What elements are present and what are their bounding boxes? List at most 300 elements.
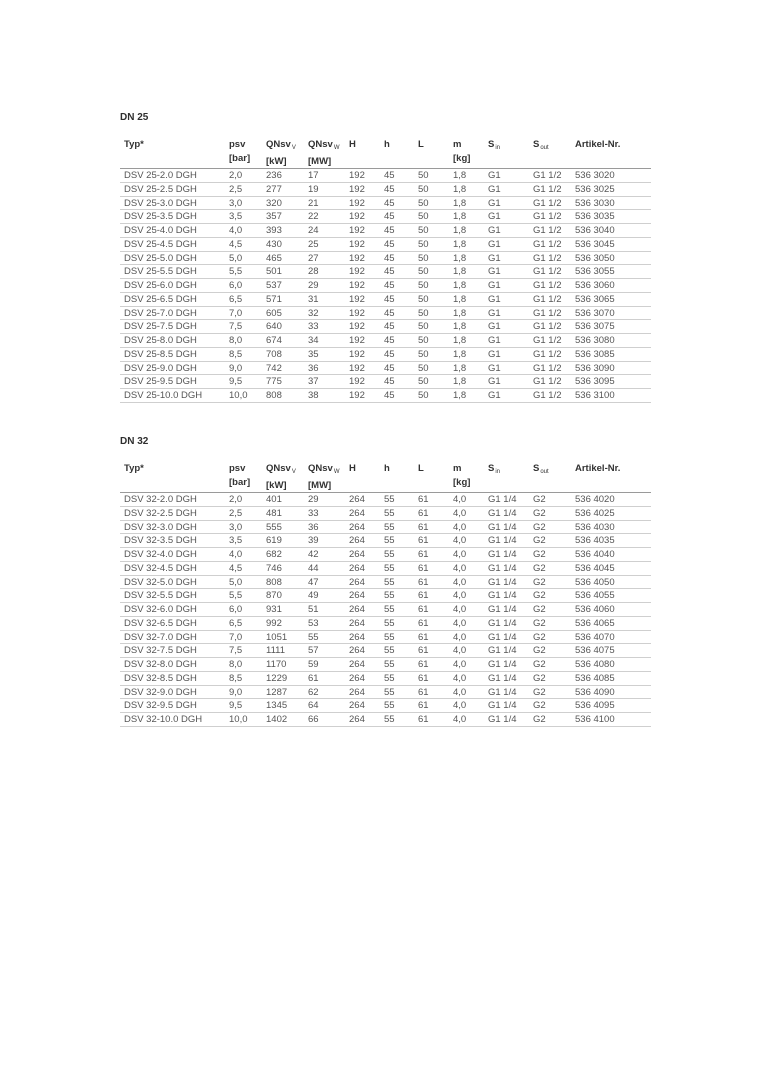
table-row (120, 713, 651, 727)
cell-psv: 7,0 (229, 631, 243, 643)
cell-qnsv-v: 605 (266, 307, 282, 319)
cell-h-upper: 192 (349, 307, 365, 319)
cell-s-out: G2 (533, 562, 546, 574)
cell-m: 1,8 (453, 348, 467, 360)
cell-h-lower: 45 (384, 390, 395, 401)
cell-m: 1,8 (453, 390, 467, 401)
table-body (120, 493, 651, 727)
cell-artikel-nr: 536 3095 (575, 376, 615, 388)
cell-qnsv-v: 931 (266, 604, 282, 615)
cell-qnsv-v: 746 (266, 562, 282, 574)
cell-h-lower: 55 (384, 645, 395, 657)
cell-h-upper: 192 (349, 280, 365, 291)
cell-artikel-nr: 536 4055 (575, 590, 615, 602)
cell-qnsv-v: 808 (266, 576, 282, 588)
table-header (120, 462, 651, 493)
cell-h-upper: 192 (349, 252, 365, 264)
cell-s-out: G2 (533, 590, 546, 602)
cell-h-lower: 55 (384, 549, 395, 560)
header-h-upper: H (349, 463, 356, 474)
cell-qnsv-w: 47 (308, 576, 319, 588)
cell-h-lower: 45 (384, 170, 395, 181)
cell-artikel-nr: 536 3085 (575, 348, 615, 360)
table-row (120, 197, 651, 211)
cell-m: 1,8 (453, 252, 467, 264)
cell-qnsv-v: 1051 (266, 631, 288, 643)
cell-typ: DSV 32-8.0 DGH (124, 659, 197, 670)
cell-h-upper: 264 (349, 590, 365, 602)
cell-qnsv-w: 24 (308, 225, 319, 236)
cell-qnsv-v: 393 (266, 225, 282, 236)
cell-qnsv-w: 62 (308, 686, 319, 698)
cell-s-in: G1 (488, 280, 501, 291)
cell-qnsv-w: 37 (308, 376, 319, 388)
cell-h-upper: 264 (349, 631, 365, 643)
cell-typ: DSV 32-6.0 DGH (124, 604, 197, 615)
cell-l: 61 (418, 494, 429, 505)
table-row (120, 534, 651, 548)
cell-m: 4,0 (453, 576, 467, 588)
cell-qnsv-w: 33 (308, 507, 319, 519)
table-row (120, 362, 651, 376)
cell-s-out: G1 1/2 (533, 362, 562, 374)
cell-s-in: G1 (488, 266, 501, 278)
cell-h-lower: 55 (384, 604, 395, 615)
table-row (120, 265, 651, 279)
cell-m: 1,8 (453, 170, 467, 181)
cell-l: 50 (418, 280, 429, 291)
cell-qnsv-w: 35 (308, 348, 319, 360)
cell-h-upper: 192 (349, 170, 365, 181)
cell-l: 61 (418, 549, 429, 560)
cell-s-out: G2 (533, 659, 546, 670)
cell-m: 1,8 (453, 197, 467, 209)
cell-s-in: G1 1/4 (488, 631, 517, 643)
cell-typ: DSV 32-4.0 DGH (124, 549, 197, 560)
cell-artikel-nr: 536 4050 (575, 576, 615, 588)
cell-h-lower: 55 (384, 714, 395, 725)
cell-h-lower: 45 (384, 252, 395, 264)
cell-s-in: G1 1/4 (488, 604, 517, 615)
cell-qnsv-w: 29 (308, 494, 319, 505)
cell-artikel-nr: 536 4090 (575, 686, 615, 698)
table-row (120, 183, 651, 197)
cell-s-out: G2 (533, 549, 546, 560)
cell-psv: 6,5 (229, 293, 243, 305)
cell-qnsv-v: 708 (266, 348, 282, 360)
cell-artikel-nr: 536 4095 (575, 700, 615, 712)
cell-typ: DSV 25-7.5 DGH (124, 321, 197, 333)
cell-artikel-nr: 536 4065 (575, 617, 615, 629)
cell-h-lower: 45 (384, 266, 395, 278)
section-dn32 (120, 436, 651, 727)
cell-psv: 7,0 (229, 307, 243, 319)
cell-typ: DSV 25-3.0 DGH (124, 197, 197, 209)
cell-qnsv-w: 27 (308, 252, 319, 264)
cell-artikel-nr: 536 4085 (575, 672, 615, 684)
cell-artikel-nr: 536 3030 (575, 197, 615, 209)
cell-qnsv-w: 49 (308, 590, 319, 602)
cell-h-upper: 264 (349, 562, 365, 574)
cell-h-upper: 264 (349, 507, 365, 519)
cell-s-out: G1 1/2 (533, 252, 562, 264)
cell-qnsv-w: 66 (308, 714, 319, 725)
cell-h-lower: 55 (384, 521, 395, 533)
cell-s-out: G2 (533, 494, 546, 505)
cell-h-upper: 192 (349, 238, 365, 250)
cell-psv: 10,0 (229, 390, 248, 401)
cell-s-in: G1 1/4 (488, 672, 517, 684)
cell-artikel-nr: 536 4080 (575, 659, 615, 670)
cell-qnsv-w: 21 (308, 197, 319, 209)
cell-m: 4,0 (453, 562, 467, 574)
cell-s-in: G1 1/4 (488, 576, 517, 588)
cell-l: 50 (418, 335, 429, 346)
cell-h-upper: 192 (349, 348, 365, 360)
cell-typ: DSV 25-5.5 DGH (124, 266, 197, 278)
cell-l: 50 (418, 197, 429, 209)
cell-l: 50 (418, 321, 429, 333)
table-row (120, 562, 651, 576)
cell-qnsv-w: 38 (308, 390, 319, 401)
cell-qnsv-w: 32 (308, 307, 319, 319)
cell-h-upper: 192 (349, 197, 365, 209)
table-row (120, 658, 651, 672)
cell-artikel-nr: 536 4040 (575, 549, 615, 560)
cell-s-out: G2 (533, 576, 546, 588)
cell-artikel-nr: 536 3060 (575, 280, 615, 291)
cell-s-in: G1 (488, 211, 501, 223)
cell-s-in: G1 (488, 197, 501, 209)
cell-qnsv-v: 277 (266, 183, 282, 195)
cell-s-in: G1 (488, 252, 501, 264)
cell-h-lower: 45 (384, 280, 395, 291)
cell-s-in: G1 (488, 335, 501, 346)
cell-qnsv-w: 28 (308, 266, 319, 278)
cell-psv: 5,5 (229, 266, 243, 278)
cell-h-upper: 264 (349, 494, 365, 505)
cell-typ: DSV 25-4.5 DGH (124, 238, 197, 250)
cell-s-out: G1 1/2 (533, 390, 562, 401)
cell-l: 61 (418, 535, 429, 547)
cell-artikel-nr: 536 3035 (575, 211, 615, 223)
cell-s-out: G1 1/2 (533, 293, 562, 305)
cell-l: 61 (418, 645, 429, 657)
cell-s-in: G1 (488, 390, 501, 401)
cell-s-in: G1 (488, 238, 501, 250)
cell-artikel-nr: 536 3055 (575, 266, 615, 278)
cell-qnsv-v: 1170 (266, 659, 287, 670)
cell-l: 61 (418, 700, 429, 712)
cell-qnsv-v: 357 (266, 211, 282, 223)
cell-qnsv-w: 57 (308, 645, 319, 657)
cell-m: 4,0 (453, 507, 467, 519)
cell-artikel-nr: 536 3075 (575, 321, 615, 333)
cell-psv: 9,0 (229, 362, 243, 374)
cell-s-out: G2 (533, 714, 546, 725)
cell-psv: 5,5 (229, 590, 243, 602)
table-row (120, 521, 651, 535)
cell-s-out: G1 1/2 (533, 197, 562, 209)
cell-qnsv-v: 537 (266, 280, 282, 291)
cell-psv: 3,0 (229, 197, 243, 209)
cell-h-upper: 192 (349, 266, 365, 278)
cell-psv: 7,5 (229, 321, 243, 333)
table-row (120, 307, 651, 321)
cell-qnsv-v: 501 (266, 266, 282, 278)
section-title: DN 32 (120, 436, 149, 447)
cell-h-lower: 55 (384, 494, 395, 505)
cell-s-in: G1 1/4 (488, 549, 517, 560)
cell-s-out: G2 (533, 535, 546, 547)
cell-psv: 8,0 (229, 335, 243, 346)
cell-typ: DSV 32-4.5 DGH (124, 562, 197, 574)
cell-typ: DSV 25-2.5 DGH (124, 183, 197, 195)
cell-s-out: G1 1/2 (533, 335, 562, 346)
cell-psv: 3,5 (229, 211, 243, 223)
cell-typ: DSV 32-7.5 DGH (124, 645, 197, 657)
cell-qnsv-w: 42 (308, 549, 319, 560)
cell-m: 4,0 (453, 700, 467, 712)
cell-qnsv-v: 481 (266, 507, 282, 519)
cell-s-out: G2 (533, 631, 546, 643)
header-artikel-nr: Artikel-Nr. (575, 139, 621, 150)
cell-s-out: G1 1/2 (533, 211, 562, 223)
cell-m: 4,0 (453, 672, 467, 684)
cell-m: 4,0 (453, 549, 467, 560)
cell-h-upper: 264 (349, 617, 365, 629)
cell-qnsv-v: 236 (266, 170, 282, 181)
cell-h-upper: 264 (349, 521, 365, 533)
cell-psv: 4,0 (229, 225, 243, 236)
cell-s-out: G1 1/2 (533, 348, 562, 360)
cell-s-out: G2 (533, 507, 546, 519)
cell-s-out: G2 (533, 700, 546, 712)
cell-artikel-nr: 536 4075 (575, 645, 615, 657)
cell-h-upper: 192 (349, 335, 365, 346)
cell-qnsv-v: 808 (266, 390, 282, 401)
cell-typ: DSV 25-3.5 DGH (124, 211, 197, 223)
cell-qnsv-v: 640 (266, 321, 282, 333)
cell-m: 4,0 (453, 535, 467, 547)
cell-qnsv-v: 555 (266, 521, 282, 533)
cell-qnsv-w: 64 (308, 700, 319, 712)
cell-h-upper: 264 (349, 659, 365, 670)
cell-h-lower: 45 (384, 238, 395, 250)
cell-l: 61 (418, 714, 429, 725)
cell-s-in: G1 1/4 (488, 521, 517, 533)
cell-l: 50 (418, 307, 429, 319)
header-typ: Typ* (124, 139, 144, 150)
cell-m: 4,0 (453, 617, 467, 629)
cell-m: 4,0 (453, 494, 467, 505)
cell-psv: 7,5 (229, 645, 243, 657)
table-row (120, 576, 651, 590)
cell-h-lower: 55 (384, 562, 395, 574)
table-row (120, 348, 651, 362)
cell-s-out: G1 1/2 (533, 307, 562, 319)
cell-h-lower: 55 (384, 507, 395, 519)
cell-l: 50 (418, 183, 429, 195)
cell-typ: DSV 25-4.0 DGH (124, 225, 197, 236)
table-row (120, 507, 651, 521)
cell-artikel-nr: 536 3100 (575, 390, 615, 401)
cell-h-upper: 192 (349, 183, 365, 195)
header-artikel-nr: Artikel-Nr. (575, 463, 621, 474)
cell-m: 1,8 (453, 225, 467, 236)
cell-m: 1,8 (453, 266, 467, 278)
header-s-out: $S_{out}$ (533, 463, 549, 475)
cell-artikel-nr: 536 4100 (575, 714, 615, 725)
table-row (120, 169, 651, 183)
cell-m: 4,0 (453, 714, 467, 725)
header-psv: psv [bar] (229, 139, 251, 164)
cell-h-upper: 192 (349, 362, 365, 374)
cell-s-in: G1 (488, 225, 501, 236)
header-m: m [kg] (453, 463, 471, 488)
cell-h-lower: 45 (384, 293, 395, 305)
cell-artikel-nr: 536 4020 (575, 494, 615, 505)
cell-qnsv-v: 682 (266, 549, 282, 560)
cell-h-upper: 192 (349, 376, 365, 388)
cell-s-out: G1 1/2 (533, 238, 562, 250)
cell-h-lower: 55 (384, 686, 395, 698)
cell-h-upper: 264 (349, 549, 365, 560)
table-row (120, 644, 651, 658)
cell-l: 61 (418, 590, 429, 602)
cell-l: 50 (418, 238, 429, 250)
cell-typ: DSV 25-9.5 DGH (124, 376, 197, 388)
cell-h-upper: 192 (349, 211, 365, 223)
cell-h-lower: 45 (384, 362, 395, 374)
header-h-upper: H (349, 139, 356, 150)
cell-m: 1,8 (453, 307, 467, 319)
cell-l: 61 (418, 604, 429, 615)
table-row (120, 375, 651, 389)
cell-h-lower: 45 (384, 211, 395, 223)
cell-qnsv-w: 59 (308, 659, 319, 670)
table-row (120, 334, 651, 348)
header-l: L (418, 139, 424, 150)
cell-psv: 9,5 (229, 700, 243, 712)
cell-qnsv-v: 674 (266, 335, 282, 346)
cell-h-lower: 45 (384, 376, 395, 388)
cell-h-lower: 55 (384, 535, 395, 547)
table-row (120, 320, 651, 334)
cell-l: 50 (418, 266, 429, 278)
cell-qnsv-v: 401 (266, 494, 282, 505)
cell-h-lower: 45 (384, 225, 395, 236)
cell-qnsv-v: 430 (266, 238, 282, 250)
cell-h-upper: 264 (349, 672, 365, 684)
table-row (120, 252, 651, 266)
cell-l: 50 (418, 225, 429, 236)
cell-h-upper: 264 (349, 700, 365, 712)
table-row (120, 672, 651, 686)
cell-l: 50 (418, 293, 429, 305)
cell-m: 1,8 (453, 362, 467, 374)
cell-psv: 8,0 (229, 659, 243, 670)
cell-artikel-nr: 536 4025 (575, 507, 615, 519)
cell-psv: 6,0 (229, 604, 243, 615)
cell-qnsv-v: 320 (266, 197, 282, 209)
cell-s-out: G2 (533, 645, 546, 657)
cell-psv: 6,5 (229, 617, 243, 629)
cell-s-in: G1 (488, 293, 501, 305)
cell-h-lower: 45 (384, 321, 395, 333)
cell-l: 61 (418, 617, 429, 629)
table-row (120, 224, 651, 238)
cell-artikel-nr: 536 3050 (575, 252, 615, 264)
cell-h-upper: 264 (349, 535, 365, 547)
cell-h-upper: 264 (349, 604, 365, 615)
cell-artikel-nr: 536 4060 (575, 604, 615, 615)
cell-qnsv-w: 51 (308, 604, 319, 615)
cell-artikel-nr: 536 3040 (575, 225, 615, 236)
cell-h-upper: 264 (349, 686, 365, 698)
cell-h-lower: 55 (384, 672, 395, 684)
header-s-out: $S_{out}$ (533, 139, 549, 151)
cell-h-lower: 55 (384, 590, 395, 602)
cell-l: 61 (418, 686, 429, 698)
cell-typ: DSV 32-5.0 DGH (124, 576, 197, 588)
cell-h-lower: 55 (384, 617, 395, 629)
table-row (120, 493, 651, 507)
cell-l: 61 (418, 659, 429, 670)
header-typ: Typ* (124, 463, 144, 474)
cell-qnsv-w: 17 (308, 170, 319, 181)
cell-artikel-nr: 536 4070 (575, 631, 615, 643)
cell-h-lower: 45 (384, 197, 395, 209)
cell-l: 50 (418, 252, 429, 264)
cell-s-in: G1 1/4 (488, 645, 517, 657)
cell-m: 4,0 (453, 645, 467, 657)
header-qnsv-w: QNsv$_W$ [MW] (308, 463, 340, 491)
cell-l: 61 (418, 521, 429, 533)
cell-typ: DSV 25-7.0 DGH (124, 307, 197, 319)
cell-typ: DSV 32-5.5 DGH (124, 590, 197, 602)
cell-m: 4,0 (453, 659, 467, 670)
cell-h-lower: 55 (384, 631, 395, 643)
cell-s-in: G1 1/4 (488, 714, 517, 725)
cell-typ: DSV 25-2.0 DGH (124, 170, 197, 181)
cell-typ: DSV 32-10.0 DGH (124, 714, 203, 725)
cell-l: 61 (418, 672, 429, 684)
cell-h-upper: 264 (349, 714, 365, 725)
cell-l: 50 (418, 390, 429, 401)
cell-artikel-nr: 536 4030 (575, 521, 615, 533)
cell-artikel-nr: 536 4045 (575, 562, 615, 574)
cell-artikel-nr: 536 3090 (575, 362, 615, 374)
cell-h-lower: 45 (384, 348, 395, 360)
cell-typ: DSV 32-2.5 DGH (124, 507, 197, 519)
cell-typ: DSV 32-7.0 DGH (124, 631, 197, 643)
cell-m: 1,8 (453, 280, 467, 291)
cell-qnsv-w: 39 (308, 535, 319, 547)
cell-artikel-nr: 536 3070 (575, 307, 615, 319)
cell-h-upper: 192 (349, 390, 365, 401)
cell-qnsv-v: 1345 (266, 700, 288, 712)
cell-s-out: G2 (533, 604, 546, 615)
cell-m: 1,8 (453, 321, 467, 333)
cell-qnsv-v: 870 (266, 590, 282, 602)
cell-typ: DSV 25-8.0 DGH (124, 335, 197, 346)
table-row (120, 389, 651, 403)
cell-qnsv-v: 465 (266, 252, 282, 264)
cell-qnsv-v: 992 (266, 617, 282, 629)
cell-artikel-nr: 536 3045 (575, 238, 615, 250)
cell-s-in: G1 (488, 321, 501, 333)
